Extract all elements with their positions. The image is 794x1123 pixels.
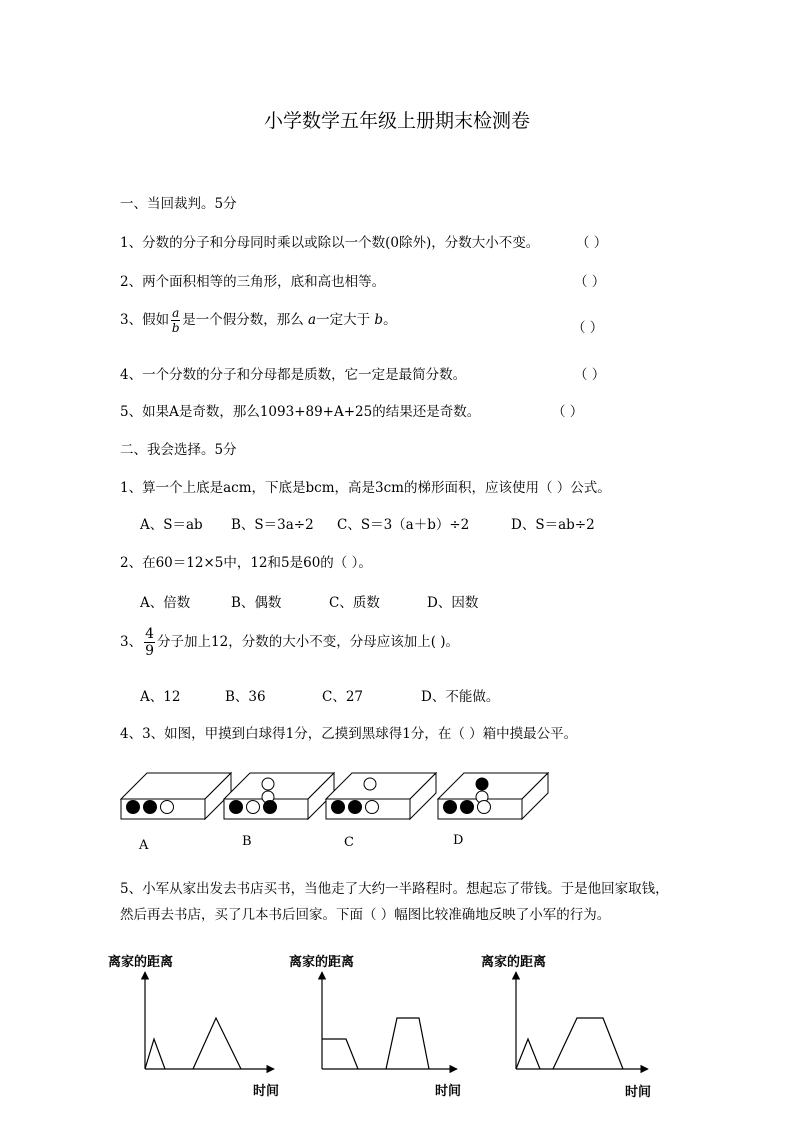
ball-box-d bbox=[438, 773, 548, 819]
ball-box-a bbox=[121, 773, 231, 819]
s2-q1-option-d[interactable]: D、S＝ab÷2 bbox=[511, 517, 595, 533]
s2-q3-text: 分子加上12，分数的大小不变，分母应该加上( )。 bbox=[157, 634, 460, 650]
graph2-xlabel: 时间 bbox=[435, 1084, 462, 1099]
s2-q1-option-c[interactable]: C、S＝3（a＋b）÷2 bbox=[337, 517, 470, 533]
black-ball bbox=[444, 801, 457, 814]
var-a: a bbox=[308, 312, 317, 328]
s2-q5-line1: 5、小军从家出发去书店买书，当他走了大约一半路程时。想起忘了带钱。于是他回家取钱， bbox=[120, 881, 669, 897]
s1-item-1-answer[interactable]: （ ） bbox=[576, 235, 608, 251]
black-ball bbox=[127, 801, 140, 814]
s2-q2-option-b[interactable]: B、偶数 bbox=[231, 595, 282, 611]
fraction-numerator: a bbox=[172, 306, 180, 320]
s2-q1-option-b[interactable]: B、S＝3a÷2 bbox=[231, 517, 314, 533]
s2-q2-option-a[interactable]: A、倍数 bbox=[140, 595, 191, 611]
s1-item-2-text: 2、两个面积相等的三角形，底和高也相等。 bbox=[120, 274, 386, 290]
white-ball bbox=[161, 801, 174, 814]
black-ball bbox=[144, 801, 157, 814]
graph-2 bbox=[322, 972, 457, 1069]
s2-q4-text: 4、3、如图，甲摸到白球得1分，乙摸到黑球得1分，在（ ）箱中摸最公平。 bbox=[120, 726, 578, 742]
fraction-denominator: b bbox=[171, 321, 180, 335]
s1-item-3 bbox=[120, 306, 397, 335]
s1-item-2-answer[interactable]: （ ） bbox=[574, 274, 606, 290]
s1-item-5-text: 5、如果A是奇数，那么1093+89+A+25的结果还是奇数。 bbox=[120, 404, 481, 420]
graph3-ylabel: 离家的距离 bbox=[481, 955, 547, 970]
graph1-ylabel: 离家的距离 bbox=[108, 955, 174, 970]
s1-item-5-answer[interactable]: （ ） bbox=[552, 404, 584, 420]
s1-item-3-mid: 是一个假分数，那么 bbox=[182, 312, 304, 328]
s2-q5-line2: 然后再去书店，买了几本书后回家。下面（ ）幅图比较准确地反映了小军的行为。 bbox=[120, 907, 611, 923]
page-title: 小学数学五年级上册期末检测卷 bbox=[263, 110, 530, 132]
s1-item-4-text: 4、一个分数的分子和分母都是质数，它一定是最简分数。 bbox=[120, 367, 467, 383]
s1-item-3-mid2: 一定大于 bbox=[316, 312, 371, 328]
box-label-a: A bbox=[139, 838, 149, 853]
s2-q2-option-d[interactable]: D、因数 bbox=[427, 595, 479, 611]
s2-q3-option-d[interactable]: D、不能做。 bbox=[421, 689, 500, 705]
box-label-d: D bbox=[453, 833, 464, 848]
s2-q3-option-b[interactable]: B、36 bbox=[225, 689, 266, 705]
white-ball bbox=[247, 801, 260, 814]
black-ball bbox=[332, 801, 345, 814]
white-ball bbox=[262, 791, 274, 803]
white-ball bbox=[364, 778, 376, 790]
ball-box-c bbox=[326, 773, 436, 819]
white-ball bbox=[366, 801, 379, 814]
ball-box-b bbox=[224, 773, 334, 819]
s2-q1-text: 1、算一个上底是acm，下底是bcm，高是3cm的梯形面积，应该使用（ ）公式。 bbox=[120, 480, 611, 496]
box-label-c: C bbox=[344, 835, 354, 850]
graph3-xlabel: 时间 bbox=[625, 1085, 652, 1100]
s2-q3-prefix: 3、 bbox=[120, 634, 143, 650]
s2-q1-option-a[interactable]: A、S＝ab bbox=[140, 517, 203, 533]
white-ball bbox=[476, 791, 488, 803]
var-b: b bbox=[374, 312, 384, 328]
graph-1 bbox=[145, 972, 274, 1069]
black-ball bbox=[349, 801, 362, 814]
fraction-4-over-9 bbox=[144, 626, 155, 659]
black-ball bbox=[264, 801, 277, 814]
s1-item-1-text: 1、分数的分子和分母同时乘以或除以一个数(0除外)，分数大小不变。 bbox=[120, 235, 540, 251]
s1-item-4-answer[interactable]: （ ） bbox=[574, 367, 606, 383]
s2-q2-option-c[interactable]: C、质数 bbox=[329, 595, 380, 611]
fraction-denominator: 9 bbox=[145, 643, 155, 659]
s1-item-3-prefix: 3、假如 bbox=[120, 312, 170, 328]
box-label-b: B bbox=[242, 834, 252, 849]
s2-q3-option-a[interactable]: A、12 bbox=[140, 689, 181, 705]
graph1-xlabel: 时间 bbox=[253, 1084, 280, 1099]
fraction-numerator: 4 bbox=[145, 626, 155, 642]
s2-q3-option-c[interactable]: C、27 bbox=[322, 689, 364, 705]
white-ball bbox=[262, 778, 274, 790]
white-ball bbox=[478, 801, 491, 814]
s2-q3 bbox=[120, 626, 459, 659]
s1-item-3-answer[interactable]: （ ） bbox=[572, 320, 604, 336]
graph-3 bbox=[516, 972, 648, 1069]
fraction-a-over-b bbox=[171, 306, 180, 335]
s2-q2-text: 2、在60＝12×5中，12和5是60的（ ）。 bbox=[120, 555, 372, 571]
black-ball bbox=[230, 801, 243, 814]
black-ball bbox=[476, 778, 488, 790]
section1-heading: 一、当回裁判。5分 bbox=[120, 196, 237, 212]
s1-item-3-end: 。 bbox=[383, 312, 397, 328]
graph2-ylabel: 离家的距离 bbox=[289, 955, 355, 970]
section2-heading: 二、我会选择。5分 bbox=[120, 442, 237, 458]
black-ball bbox=[461, 801, 474, 814]
